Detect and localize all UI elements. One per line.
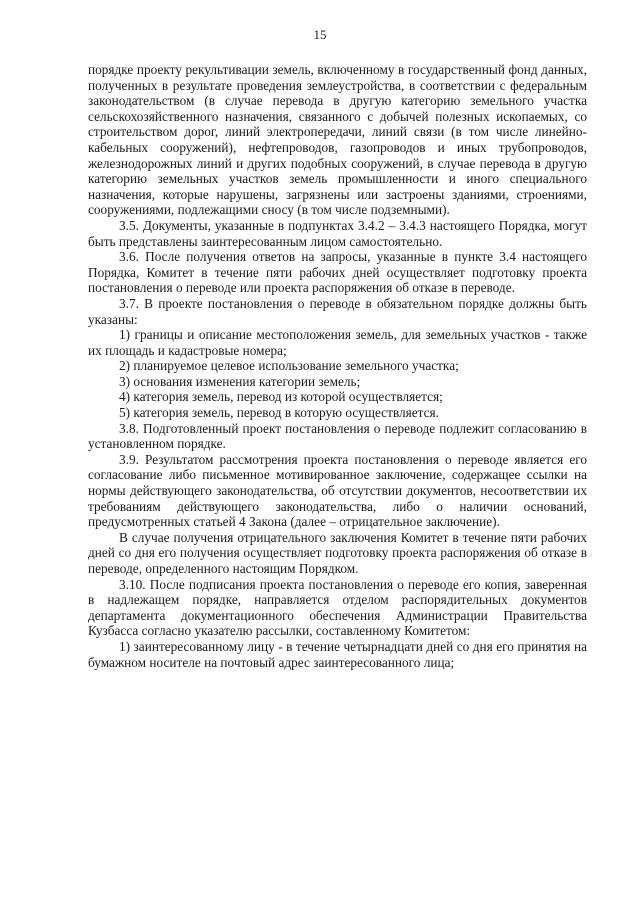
paragraph-3-8: 3.8. Подготовленный проект постановления о переводе подлежит согласованию в установленном порядке.	[88, 420, 587, 452]
paragraph-continuation: порядке проекту рекультивации земель, включенному в государственный фонд данных, полученных в результате проведения землеустройства, в соответствии с федеральным законодательством (в случае перевода в другую категорию земельного участка сельскохозяйственного назначения, связанного с добычей полезных ископаемых, со строительством дорог, линий электропередачи, линий связи (в том числе линейно-кабельных сооружений), нефтепроводов, газопроводов и иных трубопроводов, железнодорожных линий и других подобных сооружений, в случае перевода в другую категорию земельных участков земель промышленности и иного специального назначения, которые нарушены, загрязнены или застроены зданиями, строениями, сооружениями, подлежащими сносу (в том числе подземными).	[88, 62, 587, 218]
list-item-3-7-3: 3) основания изменения категории земель;	[119, 373, 361, 389]
list-item-3-10-1: 1) заинтересованному лицу - в течение четырнадцати дней со дня его принятия на бумажном носителе на почтовый адрес заинтересованного лица;	[88, 638, 587, 670]
body-text	[88, 62, 587, 670]
paragraph-3-9: 3.9. Результатом рассмотрения проекта постановления о переводе является его согласование либо письменное мотивированное заключение, содержащее ссылки на нормы действующего законодательства, об отсутствии документов, несоответствии их требованиям действующего законодательства, либо о наличии оснований, предусмотренных статьей 4 Закона (далее – отрицательное заключение).	[88, 451, 587, 530]
page-number: 15	[313, 27, 327, 42]
list-item-3-7-4: 4) категория земель, перевод из которой осуществляется;	[119, 389, 443, 405]
list-item-3-7-1: 1) границы и описание местоположения земель, для земельных участков - также их площадь и кадастровые номера;	[88, 327, 587, 358]
list-item-3-7-5: 5) категория земель, перевод в которую осуществляется.	[119, 405, 439, 421]
paragraph-3-7: 3.7. В проекте постановления о переводе в обязательном порядке должны быть указаны:	[88, 295, 587, 327]
list-item-3-7-2: 2) планируемое целевое использование земельного участка;	[119, 358, 459, 374]
paragraph-negative-conclusion: В случае получения отрицательного заключения Комитет в течение пяти рабочих дней со дня его получения осуществляет подготовку проекта распоряжения об отказе в переводе, определенного настоящим Порядком.	[88, 529, 587, 576]
paragraph-3-5: 3.5. Документы, указанные в подпунктах 3.4.2 – 3.4.3 настоящего Порядка, могут быть представлены заинтересованным лицом самостоятельно.	[88, 217, 587, 249]
paragraph-3-10: 3.10. После подписания проекта постановления о переводе его копия, заверенная в надлежащем порядке, направляется отделом распорядительных документов департамента документационного обеспечения Администрации Правительства Кузбасса согласно указателю рассылки, составленному Комитетом:	[88, 576, 587, 639]
paragraph-3-6: 3.6. После получения ответов на запросы, указанные в пункте 3.4 настоящего Порядка, Комитет в течение пяти рабочих дней осуществляет подготовку проекта постановления о переводе или проекта распоряжения об отказе в переводе.	[88, 249, 587, 296]
